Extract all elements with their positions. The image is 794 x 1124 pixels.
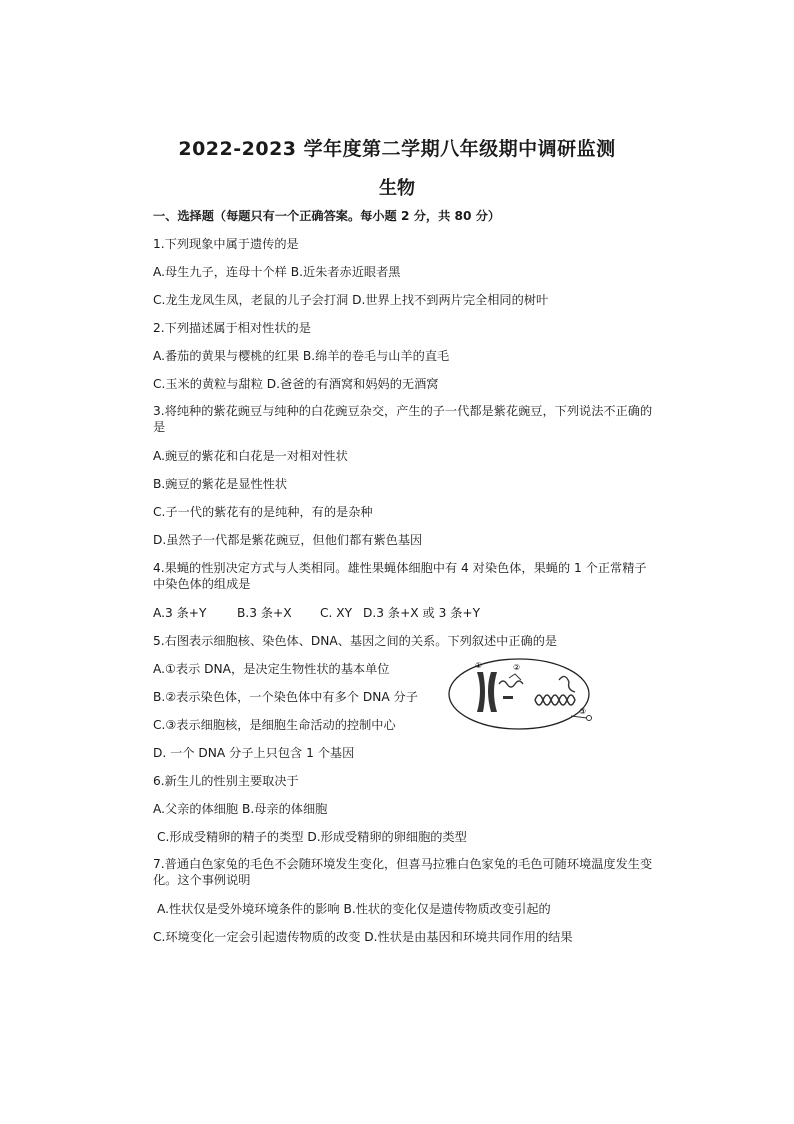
question-stem: 6.新生儿的性别主要取决于 <box>153 774 299 788</box>
section-heading: 一、选择题（每题只有一个正确答案。每小题 2 分，共 80 分） <box>153 209 501 223</box>
figure-label-1: ① <box>475 661 483 670</box>
question-option: C.形成受精卵的精子的类型 D.形成受精卵的卵细胞的类型 <box>157 830 467 844</box>
question-option: B.②表示染色体，一个染色体中有多个 DNA 分子 <box>153 690 418 704</box>
question-option: C.龙生龙凤生凤，老鼠的儿子会打洞 D.世界上找不到两片完全相同的树叶 <box>153 293 549 307</box>
question-option: B.3 条+X <box>237 606 292 620</box>
question-stem: 2.下列描述属于相对性状的是 <box>153 321 311 335</box>
question-stem: 1.下列现象中属于遗传的是 <box>153 237 299 251</box>
question-stem: 3.将纯种的紫花豌豆与纯种的白花豌豆杂交，产生的子一代都是紫花豌豆，下列说法不正确的是 <box>153 404 653 434</box>
question-option: D.虽然子一代都是紫花豌豆，但他们都有紫色基因 <box>153 533 423 547</box>
chromatin-strand <box>499 681 523 687</box>
cell-nucleus-diagram <box>447 656 599 732</box>
figure-label-2: ② <box>513 663 521 672</box>
question-stem: 4.果蝇的性别决定方式与人类相同。雄性果蝇体细胞中有 4 对染色体，果蝇的 1 个正常精子中染色体的组成是 <box>153 561 647 591</box>
question-option: C.③表示细胞核，是细胞生命活动的控制中心 <box>153 718 396 732</box>
subject-title: 生物 <box>379 178 415 199</box>
question-option: C.玉米的黄粒与甜粒 D.爸爸的有酒窝和妈妈的无酒窝 <box>153 377 439 391</box>
chromosome-shape <box>477 672 497 712</box>
question-option: A.母生九子，连母十个样 B.近朱者赤近眼者黑 <box>153 265 401 279</box>
exam-title: 2022-2023 学年度第二学期八年级期中调研监测 <box>178 138 616 160</box>
question-option: B.豌豆的紫花是显性性状 <box>153 477 288 491</box>
question-option: A.父亲的体细胞 B.母亲的体细胞 <box>153 802 328 816</box>
question-option: D. 一个 DNA 分子上只包含 1 个基因 <box>153 746 355 760</box>
question-option: C.子一代的紫花有的是纯种，有的是杂种 <box>153 505 373 519</box>
question-option: D.3 条+X 或 3 条+Y <box>363 606 481 620</box>
question-stem: 5.右图表示细胞核、染色体、DNA、基因之间的关系。下列叙述中正确的是 <box>153 634 558 648</box>
question-stem: 7.普通白色家兔的毛色不会随环境发生变化，但喜马拉雅白色家兔的毛色可随环境温度发生变化。这个事例说明 <box>153 857 653 887</box>
figure-label-3: ③ <box>579 707 587 716</box>
question-option: A.番茄的黄果与樱桃的红果 B.绵羊的卷毛与山羊的直毛 <box>153 349 450 363</box>
question-option: A.①表示 DNA，是决定生物性状的基本单位 <box>153 662 390 676</box>
question-option: A.豌豆的紫花和白花是一对相对性状 <box>153 449 348 463</box>
question-option: A.3 条+Y <box>153 606 207 620</box>
question-option: C. XY <box>320 606 353 620</box>
question-option: A.性状仅是受外境环境条件的影响 B.性状的变化仅是遗传物质改变引起的 <box>157 902 551 916</box>
question-option: C.环境变化一定会引起遗传物质的改变 D.性状是由基因和环境共同作用的结果 <box>153 930 573 944</box>
